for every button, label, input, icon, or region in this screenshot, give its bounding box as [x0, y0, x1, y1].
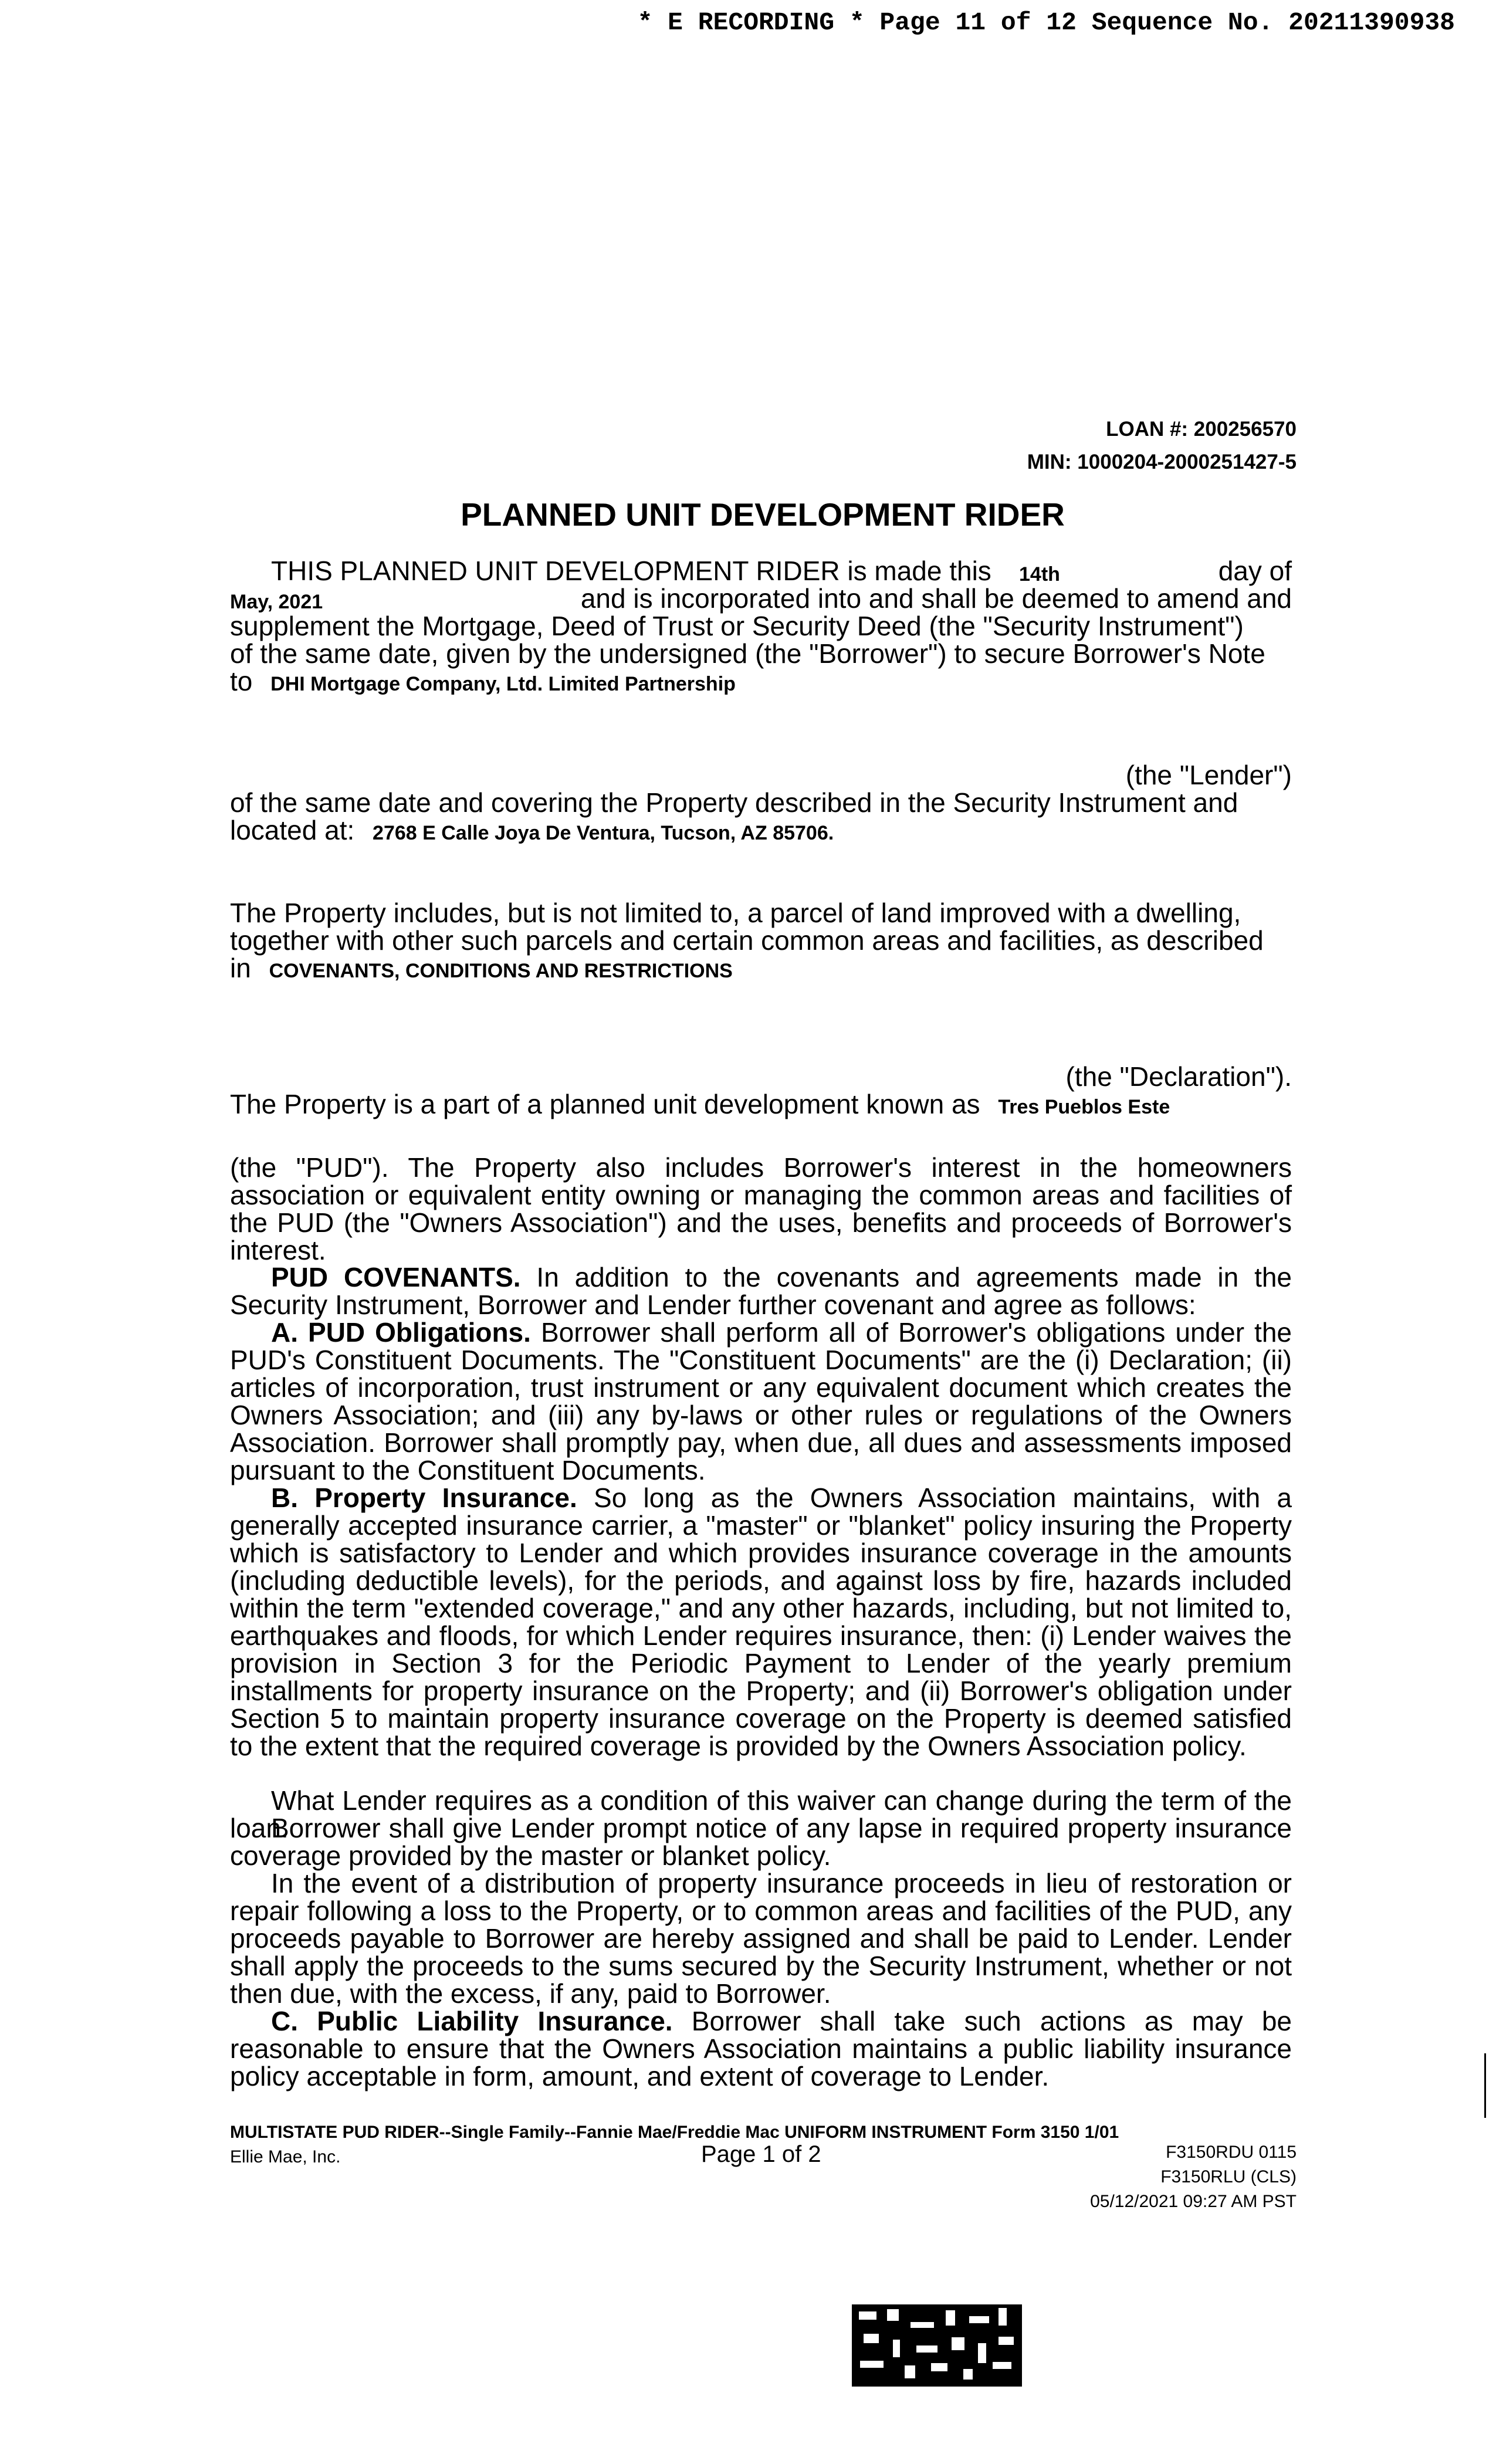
section-a-heading: A. PUD Obligations.: [271, 1317, 531, 1348]
covenants-intro: [230, 1264, 1292, 1319]
section-a-text: Borrower shall perform all of Borrower's obligations under the PUD's Constituent Documents. The "Constituent Documents" are the (i) Declaration; (ii) articles of incorporation, trust instrument or any equivalent document which creates the Owners Association; and (iii) any by-laws or other rules or regulations of the Owners Association. Borrower shall promptly pay, when due, all dues and assessments imposed pursuant to the Constituent Documents.: [230, 1317, 1292, 1485]
footer-form-line: MULTISTATE PUD RIDER--Single Family--Fannie Mae/Freddie Mac UNIFORM INSTRUMENT Form 3150 1/01: [230, 2123, 1119, 2142]
intro-line-4: of the same date, given by the undersigned (the "Borrower") to secure Borrower's Note: [230, 638, 1265, 669]
covenants-intro-text: In addition to the covenants and agreements made in the Security Instrument, Borrower and Lender further covenant and agree as follows:: [230, 1262, 1292, 1320]
section-c-text: Borrower shall take such actions as may be reasonable to ensure that the Owners Association maintains a public liability insurance policy acceptable in form, amount, and extent of coverage to Lender.: [230, 2006, 1292, 2091]
footer-page-number: Page 1 of 2: [701, 2141, 821, 2167]
month-year-fill: May, 2021: [230, 591, 323, 613]
intro-text: THIS PLANNED UNIT DEVELOPMENT RIDER is made this: [271, 556, 991, 586]
lender-name-fill: DHI Mortgage Company, Ltd. Limited Partnership: [270, 673, 736, 695]
section-c-heading: C. Public Liability Insurance.: [271, 2006, 673, 2036]
document-title: PLANNED UNIT DEVELOPMENT RIDER: [461, 496, 1065, 533]
intro-line-5: [230, 668, 1292, 698]
footer-code-2: F3150RLU (CLS): [1160, 2167, 1297, 2187]
section-b-text: So long as the Owners Association maintains, with a generally accepted insurance carrier, a "master" or "blanket" policy insuring the Property which is satisfactory to Lender and which provides insurance coverage in the amounts (including deductible levels), for the periods, and against loss by fire, hazards included within the term "extended coverage," and any other hazards, including, but not limited to, earthquakes and floods, for which Lender requires insurance, then: (i) Lender waives the provision in Section 3 for the Periodic Payment to Lender of the yearly premium installments for property insurance on the Property; and (ii) Borrower's obligation under Section 5 to maintain property insurance coverage on the Property is deemed satisfied to the extent that the required coverage is provided by the Owners Association policy.: [230, 1483, 1292, 1761]
section-b-notice: Borrower shall give Lender prompt notice of any lapse in required property insurance coverage provided by the master or blanket policy.: [230, 1813, 1292, 1871]
day-fill: 14th: [1019, 563, 1060, 585]
footer-publisher: Ellie Mae, Inc.: [230, 2147, 341, 2167]
intro-text: day of: [1218, 556, 1292, 586]
intro-line-3: supplement the Mortgage, Deed of Trust or Security Deed (the "Security Instrument"): [230, 611, 1244, 641]
recording-header: * E RECORDING * Page 11 of 12 Sequence No. 20211390938: [637, 8, 1455, 37]
intro-line-7: [230, 817, 1292, 847]
property-address-fill: 2768 E Calle Joya De Ventura, Tucson, AZ 85706.: [373, 822, 834, 844]
section-a: [230, 1319, 1292, 1484]
footer-timestamp: 05/12/2021 09:27 AM PST: [1090, 2192, 1297, 2211]
loan-number: LOAN #: 200256570: [1106, 418, 1297, 441]
the-lender: (the "Lender"): [1125, 760, 1292, 790]
section-b-waiver: What Lender requires as a condition of this waiver can change during the term of the loan.: [230, 1785, 1292, 1843]
property-line-1: The Property includes, but is not limited to, a parcel of land improved with a dwelling,: [230, 898, 1241, 928]
covenants-heading: PUD COVENANTS.: [271, 1262, 521, 1292]
pud-name-fill: Tres Pueblos Este: [998, 1096, 1170, 1118]
property-line-2: together with other such parcels and certain common areas and facilities, as described: [230, 925, 1264, 956]
min-number: MIN: 1000204-2000251427-5: [1027, 451, 1297, 473]
section-b-distribution: In the event of a distribution of property insurance proceeds in lieu of restoration or repair following a loss to the Property, or to common areas and facilities of the PUD, any proceeds payable to Borrower are hereby assigned and shall be paid to Lender. Lender shall apply the proceeds to the sums secured by the Security Instrument, whether or not then due, with the excess, if any, paid to Borrower.: [230, 1868, 1292, 2009]
intro-line-6: of the same date and covering the Property described in the Security Instrument and: [230, 787, 1238, 818]
margin-mark: [1484, 2053, 1486, 2118]
property-text: The Property is a part of a planned unit development known as: [230, 1089, 980, 1119]
pud-name-line: [230, 1091, 1292, 1121]
intro-text: to: [230, 666, 253, 696]
property-line-3: [230, 955, 1292, 985]
pud-paragraph: (the "PUD"). The Property also includes Borrower's interest in the homeowners association or equivalent entity owning or managing the common areas and facilities of the PUD (the "Owners Association") and the uses, benefits and proceeds of Borrower's interest.: [230, 1152, 1292, 1265]
the-declaration: (the "Declaration").: [1065, 1061, 1292, 1092]
declaration-fill: COVENANTS, CONDITIONS AND RESTRICTIONS: [269, 960, 733, 982]
section-c: [230, 2008, 1292, 2090]
section-b-heading: B. Property Insurance.: [271, 1483, 577, 1513]
footer-code-1: F3150RDU 0115: [1166, 2143, 1297, 2162]
section-b: [230, 1484, 1292, 1760]
intro-text: located at:: [230, 815, 355, 845]
intro-text: and is incorporated into and shall be deemed to amend and: [580, 583, 1292, 614]
property-text: in: [230, 953, 251, 983]
barcode-image: [852, 2304, 1022, 2387]
